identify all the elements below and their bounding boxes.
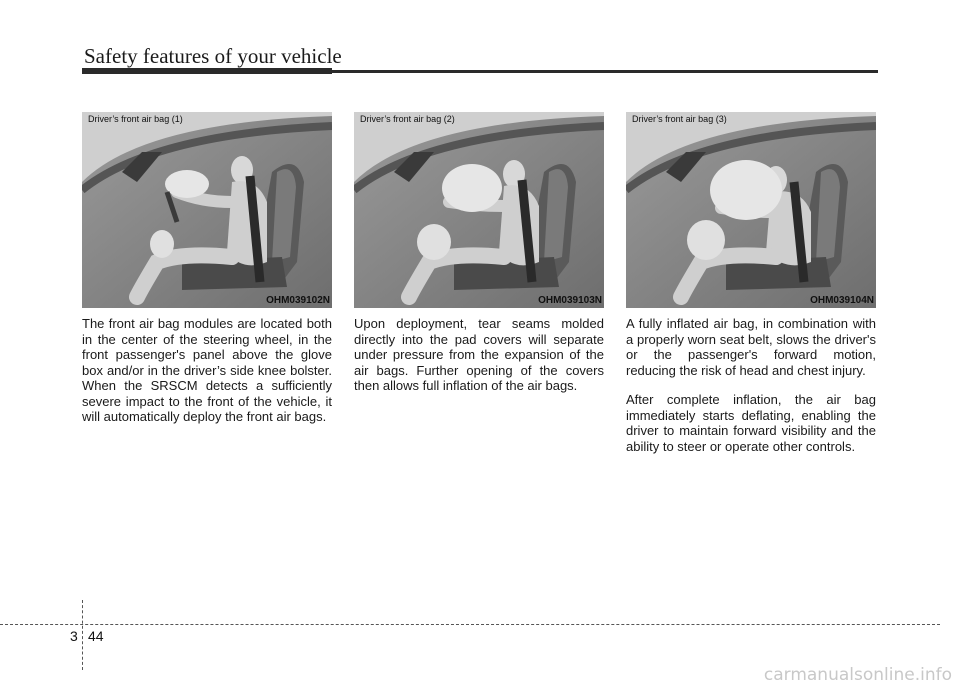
figure-caption: Driver’s front air bag (1) xyxy=(88,114,183,124)
paragraph: Upon deployment, tear seams molded directly into the pad covers will separate under pressure from the expansion of the air bags. Further opening of the covers then allows full inflation of the air bags. xyxy=(354,316,604,393)
airbag-shape xyxy=(442,164,502,212)
paragraph: A fully inflated air bag, in combination with a properly worn seat belt, slows the driver's or the passenger's forward motion, reducing the risk of head and chest injury. xyxy=(626,316,876,378)
figure-code: OHM039103N xyxy=(538,295,602,306)
airbag-shape xyxy=(710,160,782,220)
paragraph: The front air bag modules are located both in the center of the steering wheel, in the front passenger's panel above the glove box and/or in the driver’s side knee bolster. When the SRSCM detects a sufficiently severe impact to the front of the vehicle, it will automatically deploy the front air bags. xyxy=(82,316,332,424)
footer-divider xyxy=(0,624,940,625)
airbag-shape xyxy=(165,170,209,198)
chapter-number: 3 xyxy=(70,628,78,644)
page-title: Safety features of your vehicle xyxy=(84,44,342,68)
airbag-illustration-1 xyxy=(82,112,332,308)
page-number: 44 xyxy=(88,628,104,644)
text-column-1 xyxy=(82,316,332,439)
figure-airbag-2 xyxy=(354,112,604,308)
airbag-illustration-3 xyxy=(626,112,876,308)
text-column-2 xyxy=(354,316,604,408)
paragraph: After complete inflation, the air bag immediately starts deflating, enabling the driver to maintain forward visibility and the ability to steer or operate other controls. xyxy=(626,392,876,454)
watermark: carmanualsonline.info xyxy=(763,665,952,685)
airbag-illustration-2 xyxy=(354,112,604,308)
figure-code: OHM039102N xyxy=(266,295,330,306)
footer-vertical-divider xyxy=(82,600,83,670)
figure-caption: Driver’s front air bag (3) xyxy=(632,114,727,124)
figure-code: OHM039104N xyxy=(810,295,874,306)
figure-airbag-1 xyxy=(82,112,332,308)
figure-caption: Driver’s front air bag (2) xyxy=(360,114,455,124)
figure-airbag-3 xyxy=(626,112,876,308)
text-column-3 xyxy=(626,316,876,468)
title-rule-accent xyxy=(82,68,332,74)
